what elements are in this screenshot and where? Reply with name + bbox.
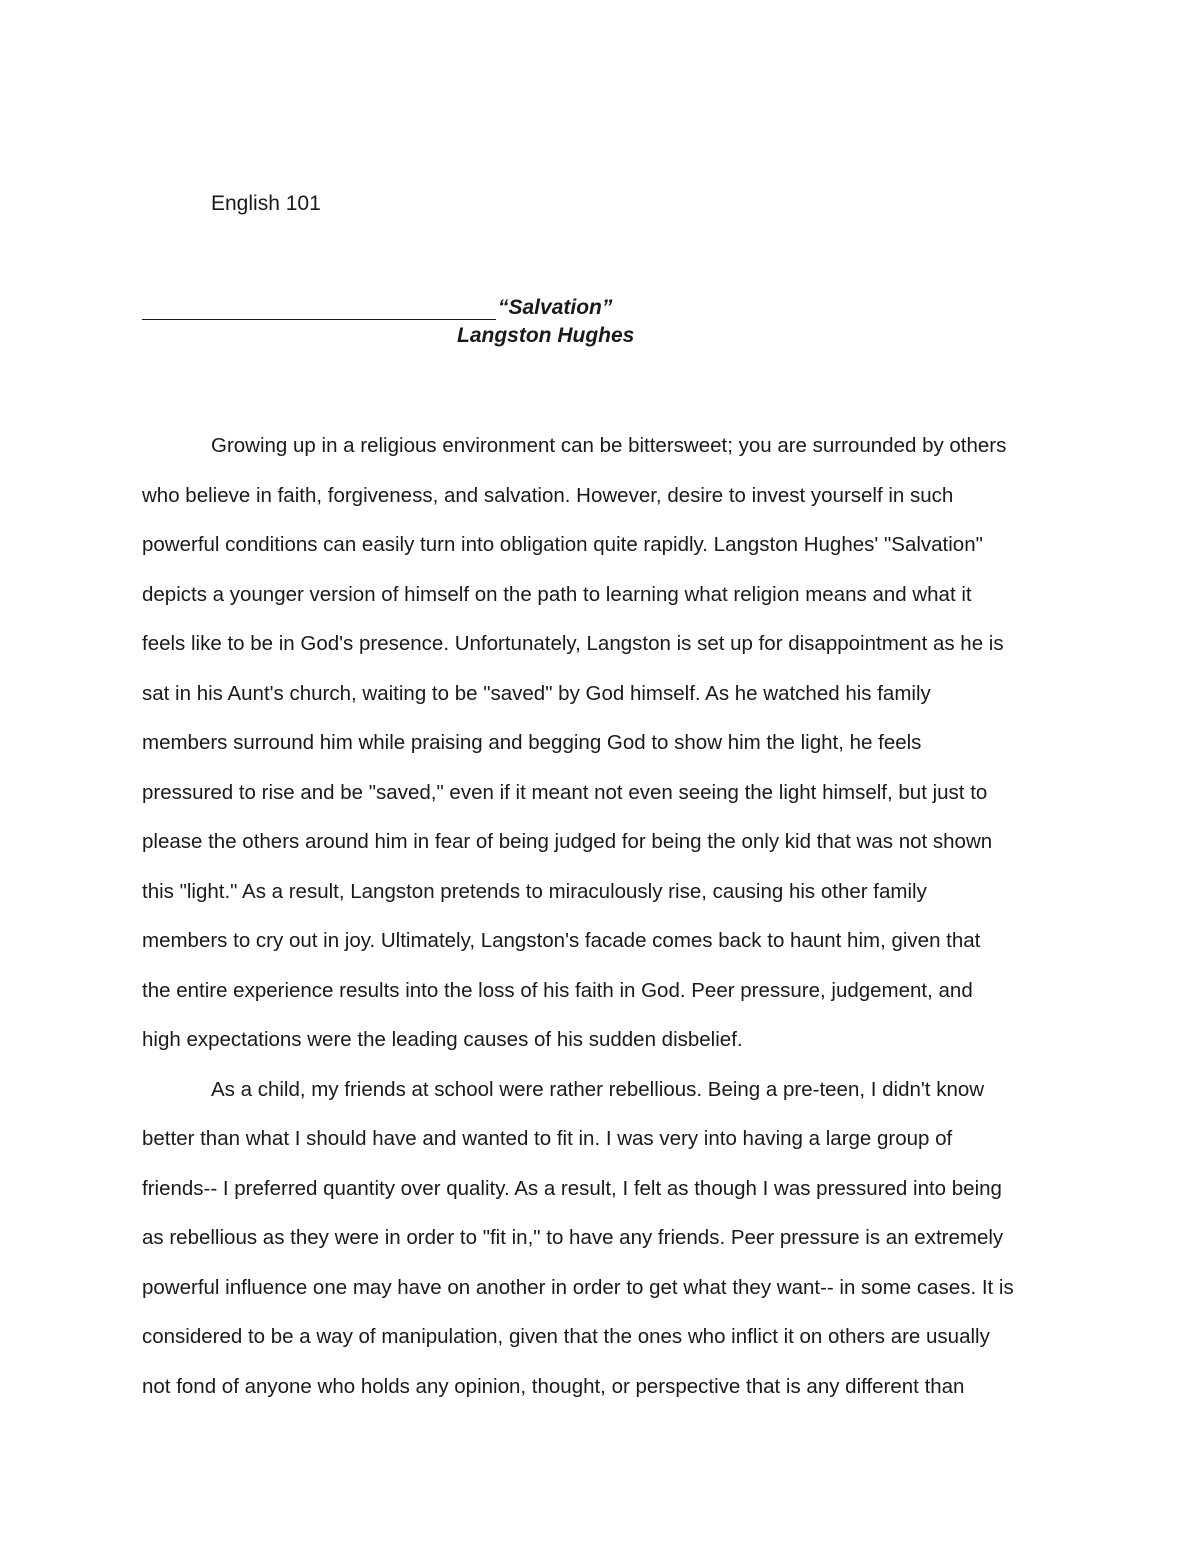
paragraph-1-line-6: sat in his Aunt's church, waiting to be "saved" by God himself. As he watched his family <box>142 681 931 705</box>
paragraph-1-line-8: pressured to rise and be "saved," even if it meant not even seeing the light himself, but just to <box>142 780 988 804</box>
paragraph-1-line-1: Growing up in a religious environment can be bittersweet; you are surrounded by others <box>211 434 1007 457</box>
paragraph-2-line-7: not fond of anyone who holds any opinion, thought, or perspective that is any different than <box>142 1374 965 1398</box>
essay-author: Langston Hughes <box>457 324 635 347</box>
paragraph-1-line-5: feels like to be in God's presence. Unfortunately, Langston is set up for disappointment as he is <box>142 632 1004 655</box>
title-underline-rule <box>142 319 496 320</box>
paragraph-1-line-13: high expectations were the leading causes of his sudden disbelief. <box>142 1028 743 1051</box>
paragraph-1-line-10: this "light." As a result, Langston pretends to miraculously rise, causing his other family <box>142 879 927 903</box>
essay-title: “Salvation” <box>498 296 613 319</box>
paragraph-1-line-2: who believe in faith, forgiveness, and salvation. However, desire to invest yourself in such <box>142 483 954 507</box>
paragraph-2-line-4: as rebellious as they were in order to "fit in," to have any friends. Peer pressure is an extremely <box>142 1226 1004 1249</box>
paragraph-1-line-4: depicts a younger version of himself on the path to learning what religion means and what it <box>142 582 972 606</box>
paragraph-2-line-3: friends-- I preferred quantity over quality. As a result, I felt as though I was pressured into being <box>142 1176 1002 1200</box>
paragraph-1-line-12: the entire experience results into the loss of his faith in God. Peer pressure, judgement, and <box>142 978 973 1002</box>
paragraph-2-line-2: better than what I should have and wanted to fit in. I was very into having a large group of <box>142 1127 953 1150</box>
essay-body <box>142 421 1062 1411</box>
title-block <box>142 293 682 347</box>
paragraph-2-line-1: As a child, my friends at school were rather rebellious. Being a pre-teen, I didn't know <box>211 1077 985 1101</box>
title-line <box>142 293 682 347</box>
paragraph-1-line-3: powerful conditions can easily turn into obligation quite rapidly. Langston Hughes' "Salvation" <box>142 533 983 556</box>
paragraph-1-line-7: members surround him while praising and begging God to show him the light, he feels <box>142 731 922 754</box>
paragraph-2-line-5: powerful influence one may have on another in order to get what they want-- in some cases. It is <box>142 1275 1014 1299</box>
paragraph-1-line-11: members to cry out in joy. Ultimately, Langston's facade comes back to haunt him, given that <box>142 929 981 952</box>
paragraph-2-line-6: considered to be a way of manipulation, given that the ones who inflict it on others are usually <box>142 1325 990 1348</box>
course-label: English 101 <box>211 192 321 215</box>
paragraph-1-line-9: please the others around him in fear of being judged for being the only kid that was not shown <box>142 830 993 853</box>
